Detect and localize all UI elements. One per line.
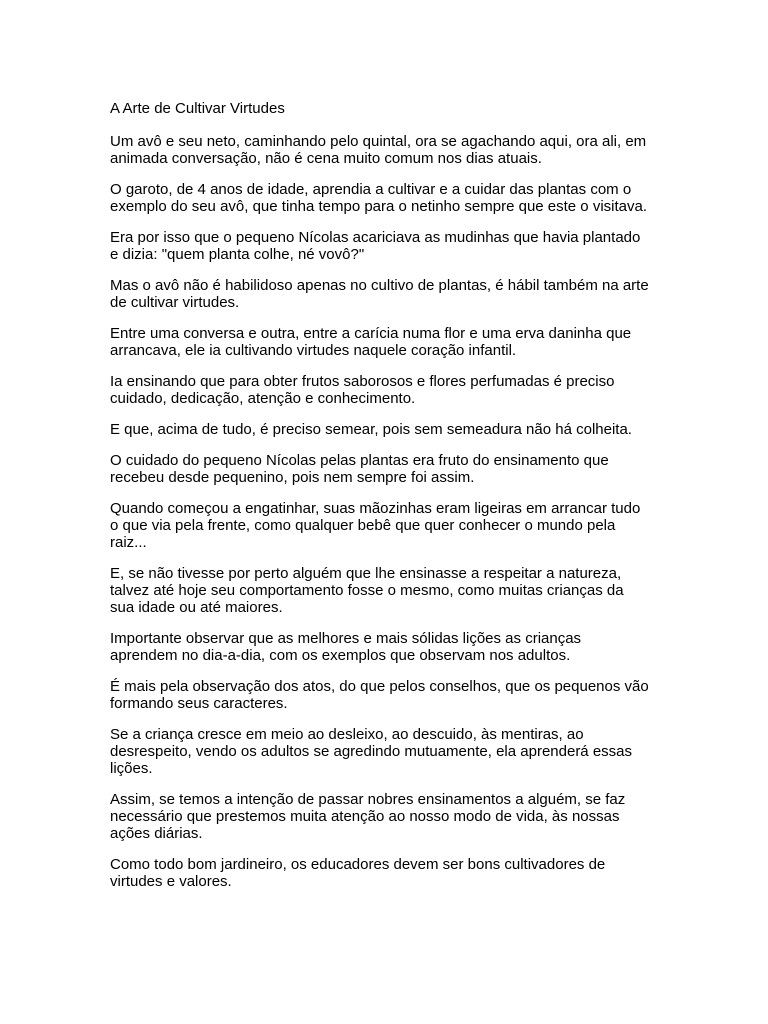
paragraph-1: Um avô e seu neto, caminhando pelo quintal, ora se agachando aqui, ora ali, em animada conversação, não é cena muito comum nos dias atuais. bbox=[110, 133, 647, 167]
paragraph-4: Mas o avô não é habilidoso apenas no cultivo de plantas, é hábil também na arte de cultivar virtudes. bbox=[110, 277, 649, 311]
paragraph-2: O garoto, de 4 anos de idade, aprendia a cultivar e a cuidar das plantas com o exemplo do seu avô, que tinha tempo para o netinho sempre que este o visitava. bbox=[110, 181, 648, 215]
paragraph-7: E que, acima de tudo, é preciso semear, pois sem semeadura não há colheita. bbox=[110, 421, 632, 438]
paragraph-11: Importante observar que as melhores e mais sólidas lições as crianças aprendem no dia-a-dia, com os exemplos que observam nos adultos. bbox=[110, 630, 582, 664]
paragraph-8: O cuidado do pequeno Nícolas pelas plantas era fruto do ensinamento que recebeu desde pequenino, pois nem sempre foi assim. bbox=[110, 452, 609, 486]
paragraph-3: Era por isso que o pequeno Nícolas acariciava as mudinhas que havia plantado e dizia: "quem planta colhe, né vovô?" bbox=[110, 229, 641, 263]
paragraph-13: Se a criança cresce em meio ao desleixo, ao descuido, às mentiras, ao desrespeito, vendo os adultos se agredindo mutuamente, ela aprenderá essas lições. bbox=[110, 726, 633, 777]
paragraph-14: Assim, se temos a intenção de passar nobres ensinamentos a alguém, se faz necessário que prestemos muita atenção ao nosso modo de vida, às nossas ações diárias. bbox=[110, 791, 626, 842]
paragraph-6: Ia ensinando que para obter frutos saborosos e flores perfumadas é preciso cuidado, dedicação, atenção e conhecimento. bbox=[110, 373, 615, 407]
document-title: A Arte de Cultivar Virtudes bbox=[110, 100, 285, 117]
paragraph-9: Quando começou a engatinhar, suas mãozinhas eram ligeiras em arrancar tudo o que via pela frente, como qualquer bebê que quer conhecer o mundo pela raiz... bbox=[110, 500, 641, 551]
paragraph-15: Como todo bom jardineiro, os educadores devem ser bons cultivadores de virtudes e valores. bbox=[110, 856, 606, 890]
paragraph-12: É mais pela observação dos atos, do que pelos conselhos, que os pequenos vão formando seus caracteres. bbox=[110, 678, 649, 712]
document-page bbox=[110, 100, 650, 904]
paragraph-10: E, se não tivesse por perto alguém que lhe ensinasse a respeitar a natureza, talvez até hoje seu comportamento fosse o mesmo, como muitas crianças da sua idade ou até maiores. bbox=[110, 565, 624, 616]
paragraph-5: Entre uma conversa e outra, entre a carícia numa flor e uma erva daninha que arrancava, ele ia cultivando virtudes naquele coração infantil. bbox=[110, 325, 632, 359]
